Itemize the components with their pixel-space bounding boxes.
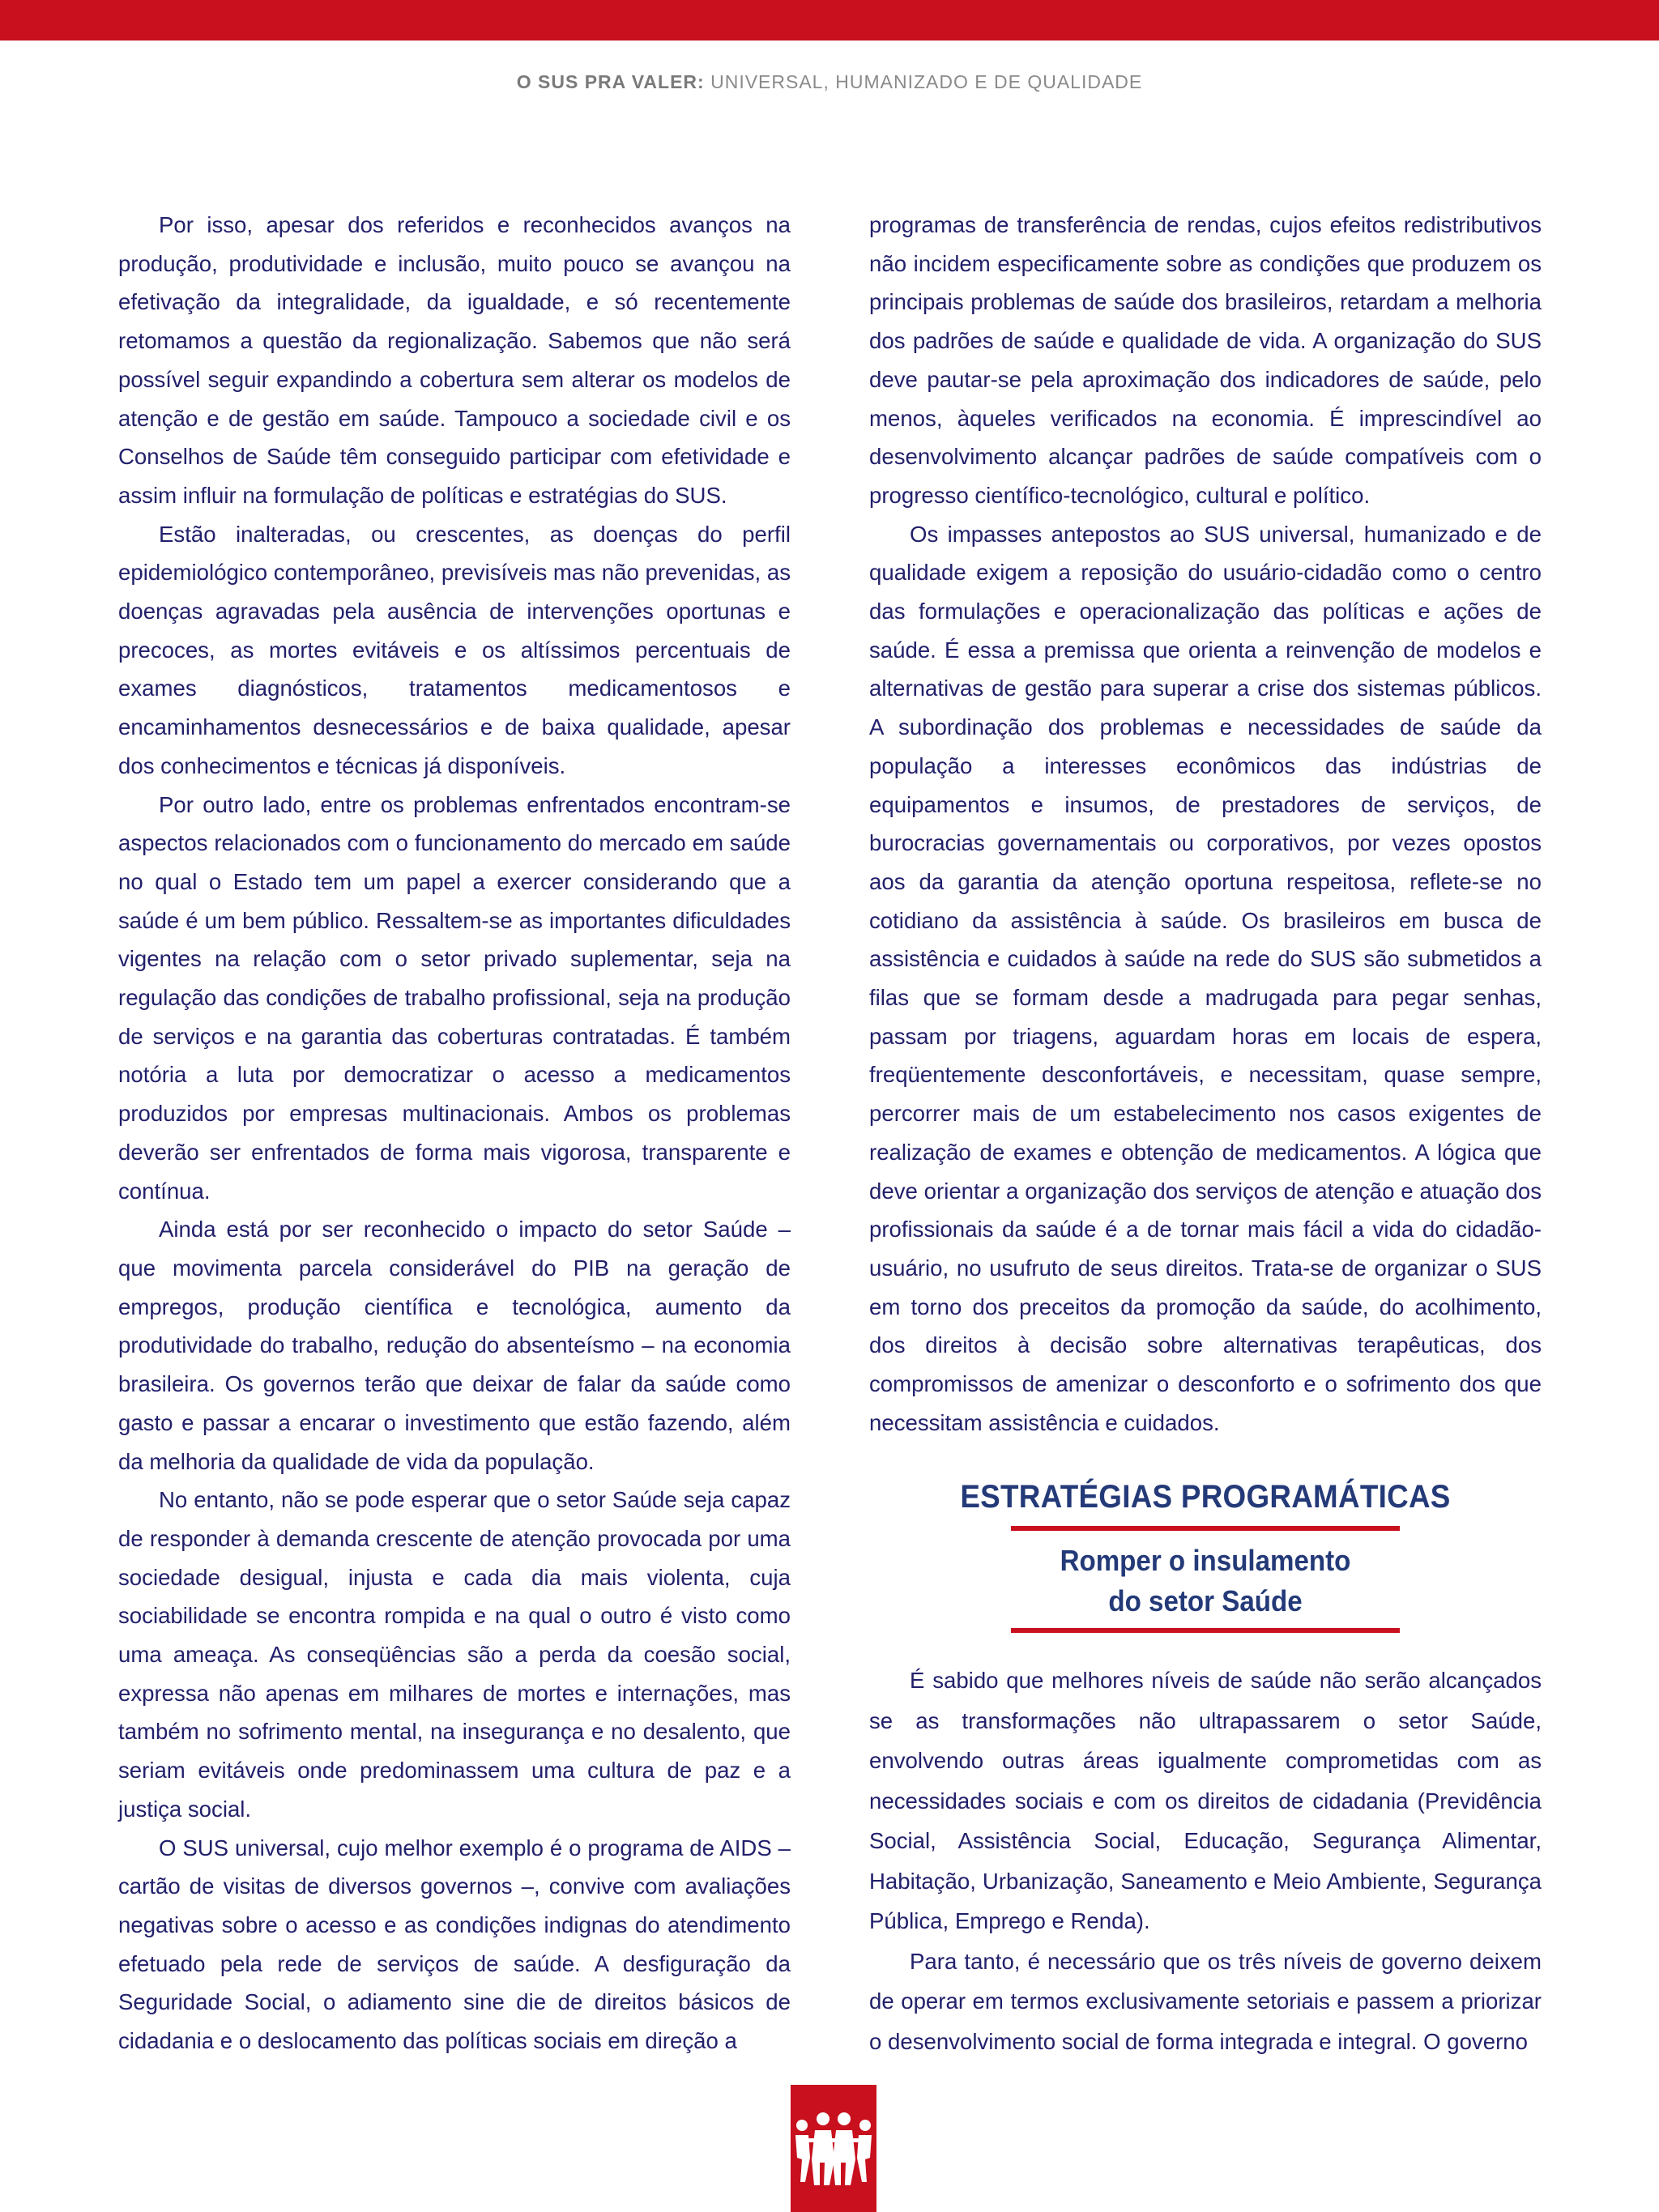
right-paragraph-1: programas de transferência de rendas, cujos efeitos redistributivos não incidem especificamente sobre as condições que produzem os principais problemas de saúde dos brasileiros, retardam a melhoria dos padrões de saúde e qualidade de vida. A organização do SUS deve pautar-se pela aproximação dos indicadores de saúde, pelo menos, àqueles verificados na economia. É imprescindível ao desenvolvimento alcançar padrões de saúde compatíveis com o progresso científico-tecnológico, cultural e político. bbox=[869, 212, 1542, 508]
left-paragraph-5: No entanto, não se pode esperar que o setor Saúde seja capaz de responder à demanda crescente de atenção provocada por uma sociedade desigual, injusta e cada dia mais violenta, cuja sociabilidade se encontra rompida e na qual o outro é visto como uma ameaça. As conseqüências são a perda da coesão social, expressa não apenas em milhares de mortes e internações, mas também no sofrimento mental, na insegurança e no desalento, que seriam evitáveis onde predominassem uma cultura de paz e a justiça social. bbox=[118, 1487, 791, 1822]
left-paragraph-3: Por outro lado, entre os problemas enfrentados encontram-se aspectos relacionados com o funcionamento do mercado em saúde no qual o Estado tem um papel a exercer considerando que a saúde é um bem público. Ressaltem-se as importantes dificuldades vigentes na relação com o setor privado suplementar, seja na regulação das condições de trabalho profissional, seja na produção de serviços e na garantia das coberturas contratadas. É também notória a luta por democratizar o acesso a medicamentos produzidos por empresas multinacionais. Ambos os problemas deverão ser enfrentados de forma mais vigorosa, transparente e contínua. bbox=[118, 791, 791, 1204]
right-lower-text bbox=[869, 1660, 1542, 2061]
right-lower-paragraph-2: Para tanto, é necessário que os três níveis de governo deixem de operar em termos exclusivamente setoriais e passem a priorizar o desenvolvimento social de forma integrada e integral. O governo bbox=[869, 1948, 1542, 2054]
section-title: ESTRATÉGIAS PROGRAMÁTICAS bbox=[960, 1479, 1451, 1515]
right-column bbox=[869, 206, 1542, 1443]
section-subtitle bbox=[896, 1541, 1515, 1622]
top-red-band bbox=[0, 0, 1659, 40]
people-holding-hands-logo bbox=[791, 2085, 876, 2212]
left-paragraph-6: O SUS universal, cujo melhor exemplo é o programa de AIDS – cartão de visitas de diversos governos –, convive com avaliações negativas sobre o acesso e as condições indignas do atendimento efetuado pela rede de serviços de saúde. A desfiguração da Seguridade Social, o adiamento sine die de direitos básicos de cidadania e o deslocamento das políticas sociais em direção a bbox=[118, 1835, 791, 2054]
running-header bbox=[0, 71, 1659, 93]
section-subtitle-line-2: do setor Saúde bbox=[1108, 1584, 1303, 1617]
people-holding-hands-icon bbox=[791, 2085, 876, 2212]
running-header-rest: UNIVERSAL, HUMANIZADO E DE QUALIDADE bbox=[710, 71, 1143, 92]
section-subtitle-line-1: Romper o insulamento bbox=[1060, 1544, 1351, 1577]
left-paragraph-1: Por isso, apesar dos referidos e reconhecidos avanços na produção, produtividade e inclusão, muito pouco se avançou na efetivação da integralidade, da igualdade, e só recentemente retomamos a questão da regionalização. Sabemos que não será possível seguir expandindo a cobertura sem alterar os modelos de atenção e de gestão em saúde. Tampouco a sociedade civil e os Conselhos de Saúde têm conseguido participar com efetividade e assim influir na formulação de políticas e estratégias do SUS. bbox=[118, 212, 791, 508]
left-column bbox=[118, 206, 791, 2061]
section-rule-bottom bbox=[1011, 1628, 1400, 1633]
right-paragraph-2: Os impasses antepostos ao SUS universal, humanizado e de qualidade exigem a reposição do usuário-cidadão como o centro das formulações e operacionalização das políticas e ações de saúde. É essa a premissa que orienta a reinvenção de modelos e alternativas de gestão para superar a crise dos sistemas públicos. A subordinação dos problemas e necessidades de saúde da população a interesses econômicos das indústrias de equipamentos e insumos, de prestadores de serviços, de burocracias governamentais ou corporativos, por vezes opostos aos da garantia da atenção oportuna respeitosa, reflete-se no cotidiano da assistência à saúde. Os brasileiros em busca de assistência e cuidados à saúde na rede do SUS são submetidos a filas que se formam desde a madrugada para pegar senhas, passam por triagens, aguardam horas em locais de espera, freqüentemente desconfortáveis, e necessitam, quase sempre, percorrer mais de um estabelecimento nos casos exigentes de realização de exames e obtenção de medicamentos. A lógica que deve orientar a organização dos serviços de atenção e atuação dos profissionais da saúde é a de tornar mais fácil a vida do cidadão-usuário, no usufruto de seus direitos. Trata-se de organizar o SUS em torno dos preceitos da promoção da saúde, do acolhimento, dos direitos à decisão sobre alternativas terapêuticas, dos compromissos de amenizar o desconforto e o sofrimento dos que necessitam assistência e cuidados. bbox=[869, 521, 1542, 1435]
running-header-strong: O SUS PRA VALER: bbox=[516, 71, 705, 92]
section-heading-block bbox=[869, 1474, 1542, 1633]
left-paragraph-4: Ainda está por ser reconhecido o impacto do setor Saúde – que movimenta parcela considerável do PIB na geração de empregos, produção científica e tecnológica, aumento da produtividade do trabalho, redução do absenteísmo – na economia brasileira. Os governos terão que deixar de falar da saúde como gasto e passar a encarar o investimento que estão fazendo, além da melhoria da qualidade de vida da população. bbox=[118, 1217, 791, 1474]
left-paragraph-2: Estão inalteradas, ou crescentes, as doenças do perfil epidemiológico contemporâneo, previsíveis mas não prevenidas, as doenças agravadas pela ausência de intervenções oportunas e precoces, as mortes evitáveis e os altíssimos percentuais de exames diagnósticos, tratamentos medicamentosos e encaminhamentos desnecessários e de baixa qualidade, apesar dos conhecimentos e técnicas já disponíveis. bbox=[118, 521, 791, 778]
section-rule-top bbox=[1011, 1526, 1400, 1531]
right-lower-paragraph-1: É sabido que melhores níveis de saúde não serão alcançados se as transformações não ultrapassarem o setor Saúde, envolvendo outras áreas igualmente comprometidas com as necessidades sociais e com os direitos de cidadania (Previdência Social, Assistência Social, Educação, Segurança Alimentar, Habitação, Urbanização, Saneamento e Meio Ambiente, Segurança Pública, Emprego e Renda). bbox=[869, 1668, 1542, 1933]
